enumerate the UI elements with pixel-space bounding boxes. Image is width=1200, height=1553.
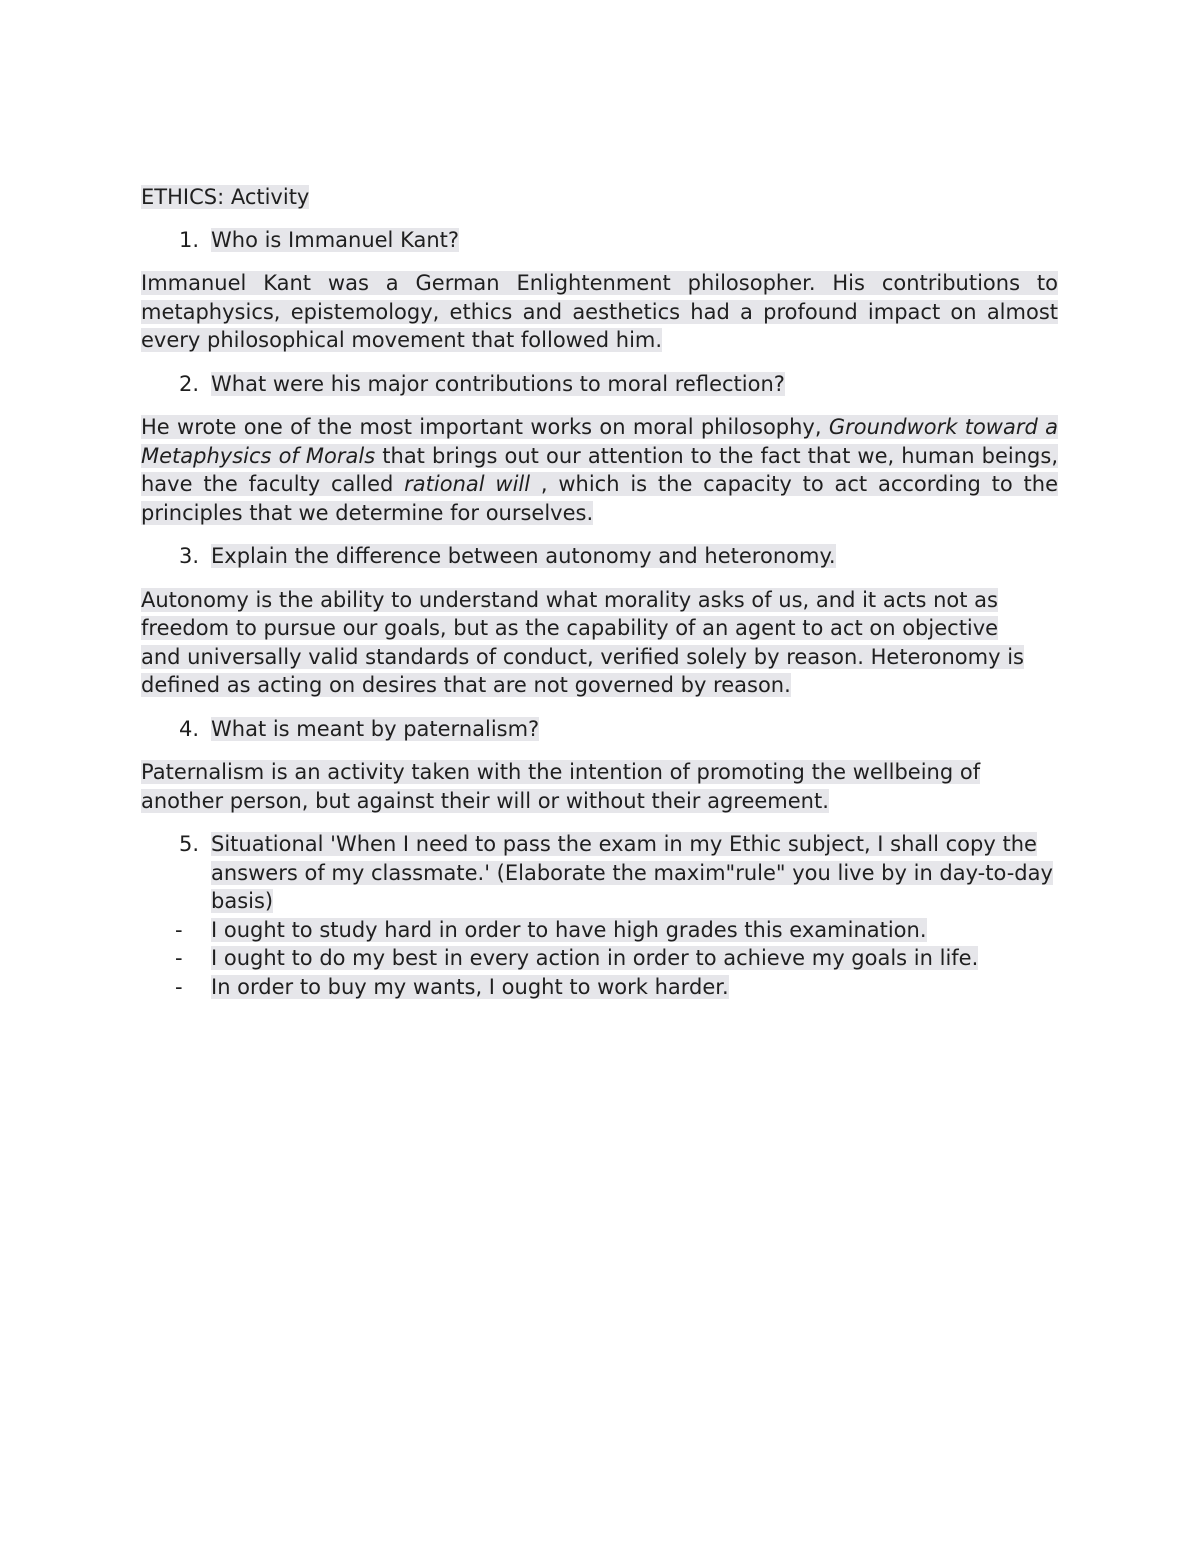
question-4 xyxy=(141,715,1058,744)
list-item-text: In order to buy my wants, I ought to work harder. xyxy=(211,974,729,999)
question-2 xyxy=(141,370,1058,399)
question-text: What were his major contributions to moral reflection? xyxy=(211,371,785,396)
question-3 xyxy=(141,542,1058,571)
list-item xyxy=(141,916,1058,945)
answer-1: Immanuel Kant was a German Enlightenment philosopher. His contributions to metaphysics, epistemology, ethics and aesthetics had a profound impact on almost every philosophical movement that followed him. xyxy=(141,271,1058,352)
answer-2 xyxy=(141,413,1058,527)
question-text: Situational 'When I need to pass the exam in my Ethic subject, I shall copy the answers of my classmate.' (Elaborate the maxim"rule" you live by in day-to-day basis) xyxy=(211,832,1053,913)
question-number: 3. xyxy=(178,544,199,568)
maxim-list xyxy=(141,916,1058,1002)
question-text: What is meant by paternalism? xyxy=(211,716,540,741)
answer-text: , which is the capacity to act according to the principles that we determine for ourselves. xyxy=(141,472,1058,525)
list-item xyxy=(141,944,1058,973)
term-rational-will: rational will xyxy=(404,472,531,496)
book-title: Groundwork toward a Metaphysics of Morals xyxy=(141,415,1058,468)
document-title: ETHICS: Activity xyxy=(141,185,310,209)
answer-text: He wrote one of the most important works on moral philosophy, xyxy=(141,415,829,439)
question-text: Explain the difference between autonomy and heteronomy. xyxy=(211,544,836,568)
question-text: Who is Immanuel Kant? xyxy=(211,227,460,252)
list-item-text: I ought to study hard in order to have high grades this examination. xyxy=(211,917,927,942)
answer-4: Paternalism is an activity taken with the intention of promoting the wellbeing of another person, but against their will or without their agreement. xyxy=(141,760,981,813)
bullet-marker: - xyxy=(175,917,183,942)
answer-3: Autonomy is the ability to understand what morality asks of us, and it acts not as freedom to pursue our goals, but as the capability of an agent to act on objective and universally valid standards of conduct, verified solely by reason. Heteronomy is defined as acting on desires that are not governed by reason. xyxy=(141,587,1024,697)
answer-text: that brings out our attention to the fact that we, human beings, have the faculty called xyxy=(141,443,1059,496)
question-number: 4. xyxy=(178,716,199,741)
question-1 xyxy=(141,226,1058,255)
list-item xyxy=(141,973,1058,1002)
question-number: 5. xyxy=(178,832,199,856)
question-number: 2. xyxy=(178,371,199,396)
bullet-marker: - xyxy=(175,974,183,999)
question-5 xyxy=(141,830,1058,916)
bullet-marker: - xyxy=(175,946,183,970)
question-number: 1. xyxy=(178,227,199,252)
list-item-text: I ought to do my best in every action in order to achieve my goals in life. xyxy=(211,946,979,970)
document-page xyxy=(141,183,1058,1001)
